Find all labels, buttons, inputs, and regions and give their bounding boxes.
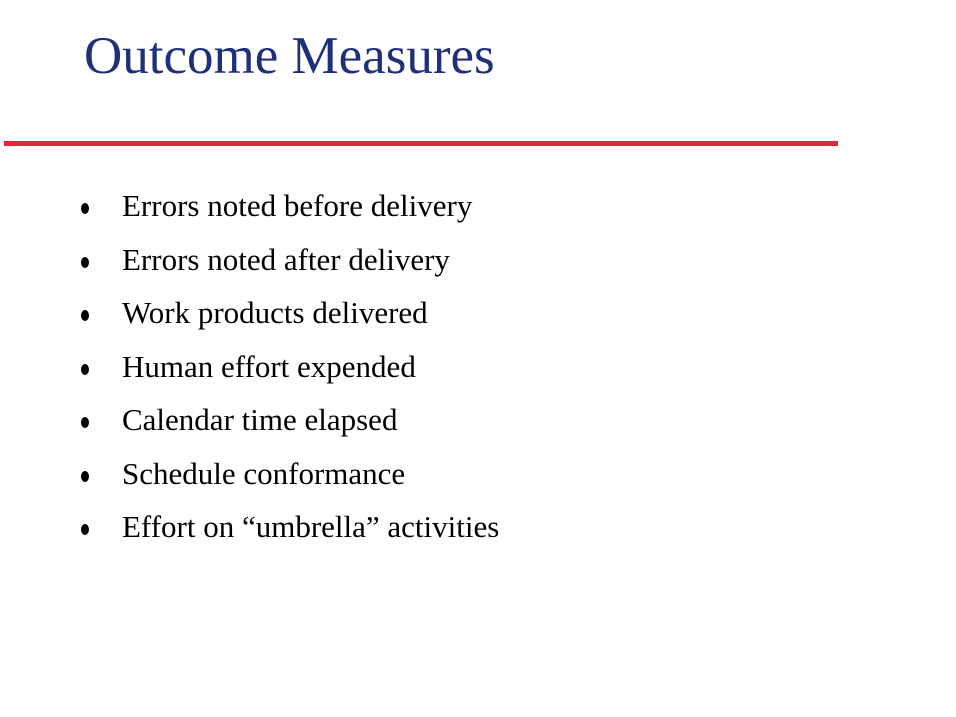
bullet-text: Calendar time elapsed [122, 402, 398, 437]
bullet-text: Errors noted before delivery [122, 188, 473, 223]
bullet-text: Human effort expended [122, 348, 416, 384]
bullet-item [0, 293, 900, 347]
bullet-dot-icon [81, 203, 89, 214]
bullet-item [0, 507, 900, 561]
bullet-dot-icon [81, 257, 89, 268]
bullet-item [0, 454, 900, 508]
bullet-dot-icon [81, 310, 89, 321]
bullet-item [0, 400, 900, 454]
bullet-text: Schedule conformance [122, 455, 406, 491]
bullet-dot-icon [81, 417, 89, 428]
slide-title: Outcome Measures [84, 27, 495, 85]
bullet-dot-icon [81, 471, 89, 482]
bullet-dot-icon [81, 524, 89, 535]
bullet-list [0, 186, 900, 561]
title-underline-rule [4, 141, 838, 146]
bullet-dot-icon [81, 364, 89, 375]
bullet-item [0, 347, 900, 401]
bullet-item [0, 240, 900, 294]
bullet-text: Work products delivered [122, 295, 428, 330]
bullet-text: Errors noted after delivery [122, 241, 450, 277]
bullet-text: Effort on “umbrella” activities [122, 509, 500, 544]
bullet-item [0, 186, 900, 240]
